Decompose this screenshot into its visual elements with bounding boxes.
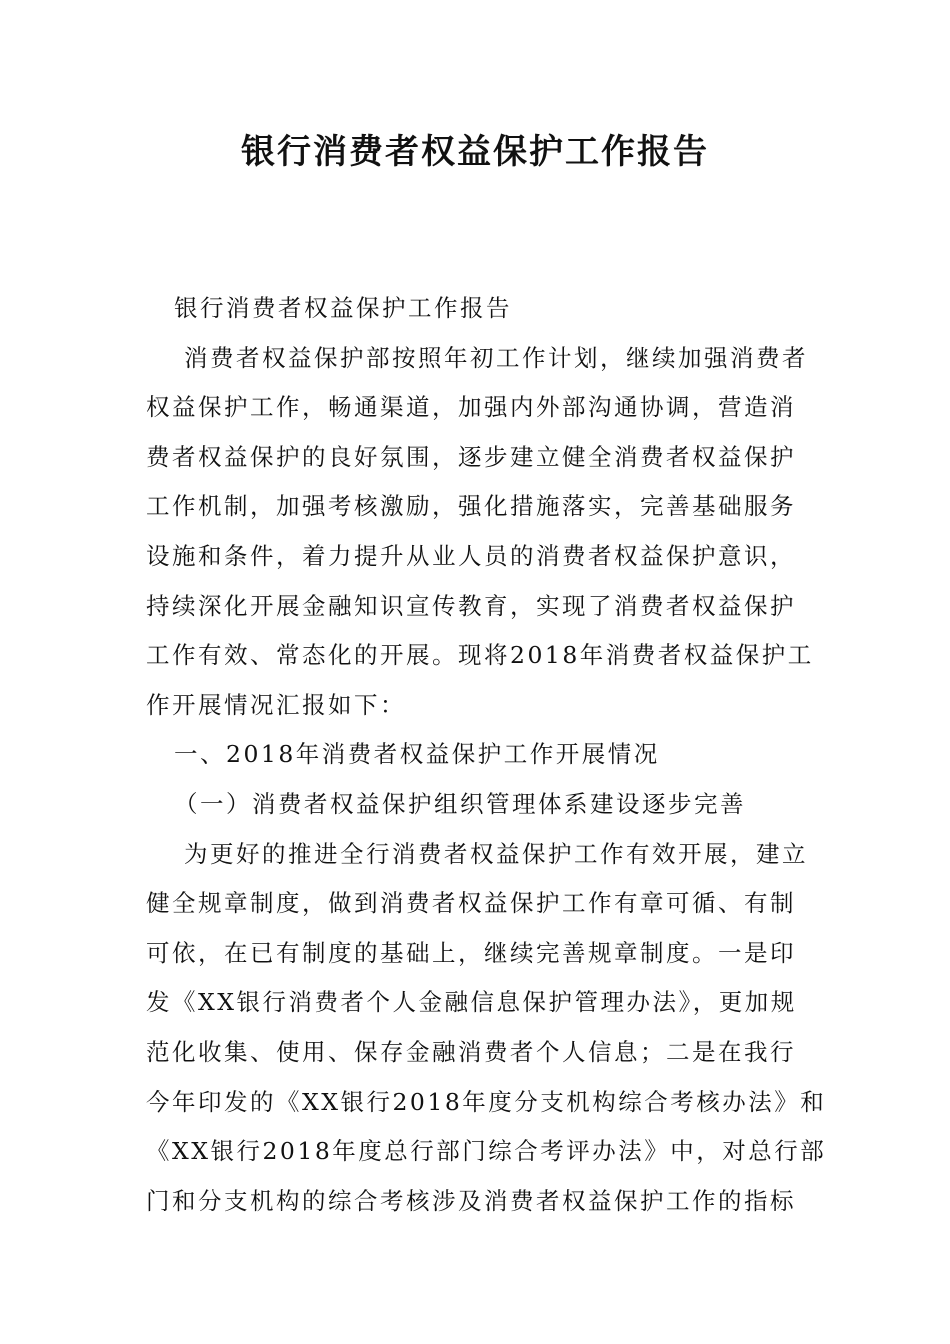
- subtitle-line: 银行消费者权益保护工作报告: [174, 294, 512, 322]
- document-title: 银行消费者权益保护工作报告: [241, 132, 709, 172]
- paragraph-line: 门和分支机构的综合考核涉及消费者权益保护工作的指标: [146, 1186, 796, 1215]
- paragraph-line: 今年印发的《XX银行2018年度分支机构综合考核办法》和: [146, 1087, 827, 1116]
- paragraph-line: 权益保护工作，畅通渠道，加强内外部沟通协调，营造消: [146, 393, 796, 422]
- paragraph-line: 工作机制，加强考核激励，强化措施落实，完善基础服务: [146, 492, 796, 521]
- section-heading: 一、2018年消费者权益保护工作开展情况: [174, 740, 660, 769]
- paragraph-line: 设施和条件，着力提升从业人员的消费者权益保护意识，: [146, 541, 796, 570]
- paragraph-line: 《XX银行2018年度总行部门综合考评办法》中，对总行部: [146, 1137, 827, 1166]
- paragraph-line: 发《XX银行消费者个人金融信息保护管理办法》，更加规: [146, 988, 797, 1017]
- paragraph-line: 作开展情况汇报如下：: [146, 690, 406, 719]
- paragraph-line: 为更好的推进全行消费者权益保护工作有效开展，建立: [184, 839, 808, 868]
- paragraph-line: 费者权益保护的良好氛围，逐步建立健全消费者权益保护: [146, 442, 796, 471]
- paragraph-line: 可依，在已有制度的基础上，继续完善规章制度。一是印: [146, 938, 796, 967]
- subsection-heading: （一）消费者权益保护组织管理体系建设逐步完善: [174, 789, 746, 818]
- paragraph-line: 持续深化开展金融知识宣传教育，实现了消费者权益保护: [146, 591, 796, 620]
- paragraph-line: 消费者权益保护部按照年初工作计划，继续加强消费者: [184, 343, 808, 372]
- document-body: [146, 284, 827, 1226]
- paragraph-line: 范化收集、使用、保存金融消费者个人信息；二是在我行: [146, 1037, 796, 1066]
- paragraph-line: 健全规章制度，做到消费者权益保护工作有章可循、有制: [146, 889, 796, 918]
- paragraph-line: 工作有效、常态化的开展。现将2018年消费者权益保护工: [146, 641, 814, 670]
